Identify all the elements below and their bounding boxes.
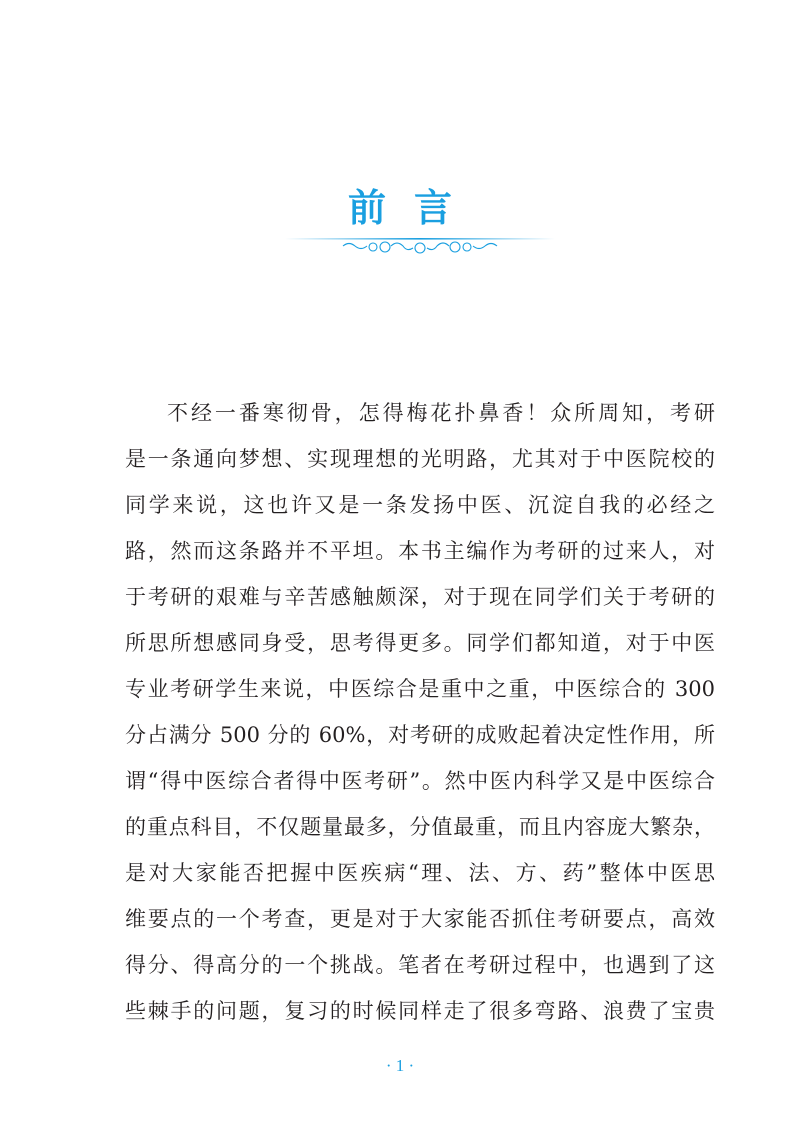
paragraph-line: 不经一番寒彻骨，怎得梅花扑鼻香！众所周知，考研	[167, 401, 715, 425]
paragraph-line: 些棘手的问题，复习的时候同样走了很多弯路、浪费了宝贵	[125, 999, 715, 1023]
page-title: 前言	[347, 185, 480, 230]
paragraph-line: 的重点科目，不仅题量最多，分值最重，而且内容庞大繁杂，	[125, 815, 715, 839]
title-ornament-divider	[285, 232, 555, 258]
paragraph-line: 于考研的艰难与辛苦感触颇深，对于现在同学们关于考研的	[125, 585, 715, 609]
paragraph-line: 是一条通向梦想、实现理想的光明路，尤其对于中医院校的	[125, 447, 715, 471]
paragraph-line: 所思所想感同身受，思考得更多。同学们都知道，对于中医	[125, 631, 715, 655]
paragraph-line: 同学来说，这也许又是一条发扬中医、沉淀自我的必经之	[125, 493, 715, 517]
paragraph-line: 维要点的一个考查，更是对于大家能否抓住考研要点，高效	[125, 907, 715, 931]
paragraph-line: 专业考研学生来说，中医综合是重中之重，中医综合的 300	[125, 677, 715, 701]
paragraph-line: 是对大家能否把握中医疾病“理、法、方、药”整体中医思	[125, 861, 715, 885]
paragraph-line: 谓“得中医综合者得中医考研”。然中医内科学又是中医综合	[125, 769, 715, 793]
paragraph-line: 得分、得高分的一个挑战。笔者在考研过程中，也遇到了这	[125, 953, 715, 977]
paragraph-line: 路，然而这条路并不平坦。本书主编作为考研的过来人，对	[125, 539, 715, 563]
preface-paragraph	[125, 396, 715, 1040]
paragraph-line: 分占满分 500 分的 60%，对考研的成败起着决定性作用，所	[125, 723, 715, 747]
page-number: · 1 ·	[385, 1056, 415, 1075]
